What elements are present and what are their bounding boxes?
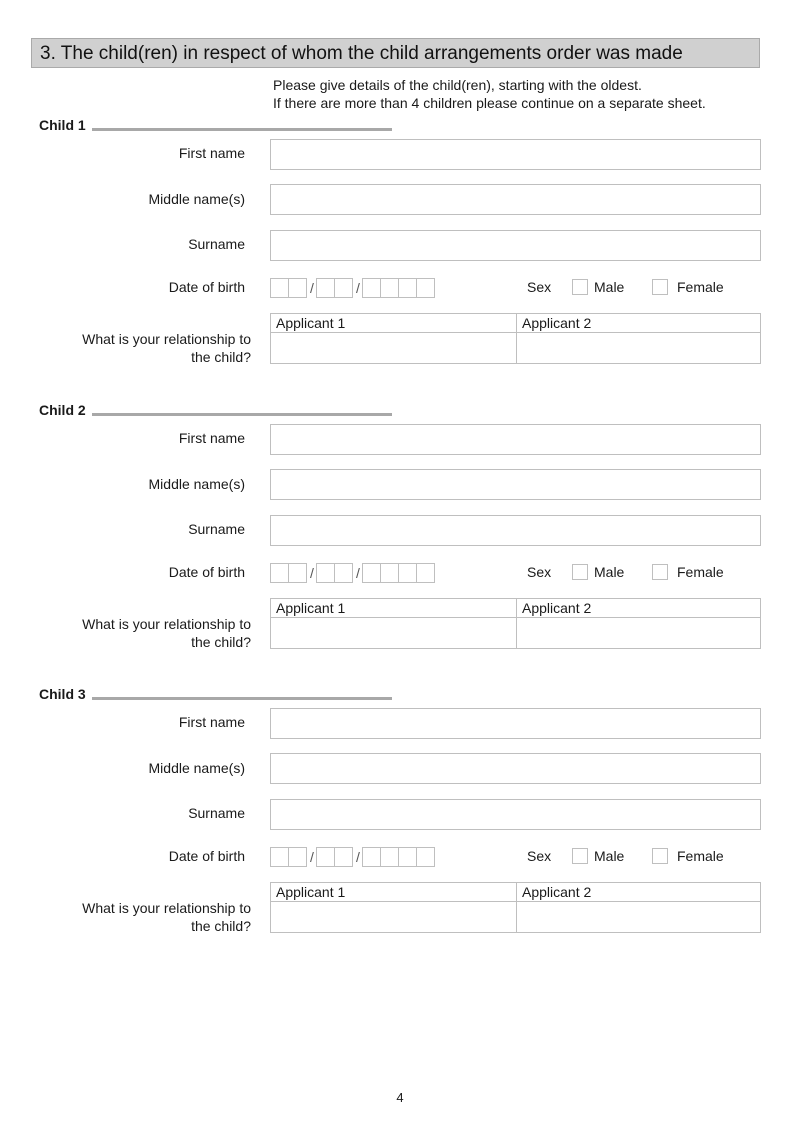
middle-names-label: Middle name(s) xyxy=(148,760,245,776)
applicant-2-relationship-field[interactable] xyxy=(517,618,760,648)
dob-label: Date of birth xyxy=(168,848,245,864)
dob-separator: / xyxy=(356,280,360,296)
relationship-label-line-1: What is your relationship to xyxy=(82,616,251,632)
dob-separator: / xyxy=(356,565,360,581)
child-title: Child 1 xyxy=(39,117,86,133)
relationship-label-line-2: the child? xyxy=(191,918,251,934)
surname-field[interactable] xyxy=(270,515,761,546)
female-checkbox[interactable] xyxy=(652,279,668,295)
dob-month-digit-2[interactable] xyxy=(334,847,353,867)
dob-day-digit-2[interactable] xyxy=(288,278,307,298)
child-divider xyxy=(92,128,392,131)
relationship-label xyxy=(82,615,251,651)
child-block-2 xyxy=(0,402,800,692)
child-divider xyxy=(92,413,392,416)
dob-day-digit-2[interactable] xyxy=(288,563,307,583)
applicant-1-relationship-field[interactable] xyxy=(271,902,516,932)
applicant-2-relationship-field[interactable] xyxy=(517,902,760,932)
first-name-label: First name xyxy=(178,145,245,161)
first-name-field[interactable] xyxy=(270,708,761,739)
female-label: Female xyxy=(677,848,724,864)
surname-label: Surname xyxy=(188,236,245,252)
dob-year-digit-4[interactable] xyxy=(416,278,435,298)
sex-label: Sex xyxy=(527,848,552,864)
female-checkbox[interactable] xyxy=(652,564,668,580)
relationship-label-line-2: the child? xyxy=(191,634,251,650)
dob-month-digit-1[interactable] xyxy=(316,847,335,867)
surname-field[interactable] xyxy=(270,799,761,830)
relationship-label-line-1: What is your relationship to xyxy=(82,900,251,916)
child-title: Child 3 xyxy=(39,686,86,702)
child-block-3 xyxy=(0,686,800,976)
dob-year-digit-2[interactable] xyxy=(380,563,399,583)
female-label: Female xyxy=(677,279,724,295)
applicant-2-header: Applicant 2 xyxy=(522,600,592,616)
dob-year-digit-3[interactable] xyxy=(398,278,417,298)
dob-year-digit-1[interactable] xyxy=(362,847,381,867)
surname-label: Surname xyxy=(188,521,245,537)
male-checkbox[interactable] xyxy=(572,564,588,580)
intro-line-2: If there are more than 4 children please continue on a separate sheet. xyxy=(273,95,706,111)
dob-month-digit-2[interactable] xyxy=(334,563,353,583)
surname-label: Surname xyxy=(188,805,245,821)
section-title: 3. The child(ren) in respect of whom the child arrangements order was made xyxy=(31,38,760,68)
relationship-label xyxy=(82,899,251,935)
dob-year-digit-2[interactable] xyxy=(380,278,399,298)
child-divider xyxy=(92,697,392,700)
male-checkbox[interactable] xyxy=(572,848,588,864)
dob-label: Date of birth xyxy=(168,279,245,295)
applicant-1-relationship-field[interactable] xyxy=(271,618,516,648)
dob-day-digit-1[interactable] xyxy=(270,563,289,583)
dob-month-digit-1[interactable] xyxy=(316,563,335,583)
first-name-field[interactable] xyxy=(270,424,761,455)
male-label: Male xyxy=(594,564,625,580)
dob-year-digit-1[interactable] xyxy=(362,278,381,298)
relationship-label-line-2: the child? xyxy=(191,349,251,365)
male-checkbox[interactable] xyxy=(572,279,588,295)
middle-names-field[interactable] xyxy=(270,469,761,500)
male-label: Male xyxy=(594,848,625,864)
dob-day-digit-1[interactable] xyxy=(270,847,289,867)
relationship-table xyxy=(270,882,761,933)
first-name-field[interactable] xyxy=(270,139,761,170)
applicant-1-header: Applicant 1 xyxy=(276,884,346,900)
dob-month-digit-1[interactable] xyxy=(316,278,335,298)
sex-label: Sex xyxy=(527,564,552,580)
dob-separator: / xyxy=(310,849,314,865)
child-title: Child 2 xyxy=(39,402,86,418)
applicant-2-header: Applicant 2 xyxy=(522,884,592,900)
relationship-label-line-1: What is your relationship to xyxy=(82,331,251,347)
relationship-table xyxy=(270,598,761,649)
middle-names-field[interactable] xyxy=(270,753,761,784)
child-block-1 xyxy=(0,117,800,407)
dob-day-digit-1[interactable] xyxy=(270,278,289,298)
dob-year-digit-3[interactable] xyxy=(398,563,417,583)
first-name-label: First name xyxy=(178,714,245,730)
dob-year-digit-4[interactable] xyxy=(416,847,435,867)
dob-separator: / xyxy=(310,565,314,581)
middle-names-label: Middle name(s) xyxy=(148,191,245,207)
applicant-2-relationship-field[interactable] xyxy=(517,333,760,363)
applicant-1-header: Applicant 1 xyxy=(276,600,346,616)
dob-separator: / xyxy=(310,280,314,296)
sex-label: Sex xyxy=(527,279,552,295)
intro-line-1: Please give details of the child(ren), starting with the oldest. xyxy=(273,77,642,93)
applicant-2-header: Applicant 2 xyxy=(522,315,592,331)
female-label: Female xyxy=(677,564,724,580)
dob-year-digit-4[interactable] xyxy=(416,563,435,583)
middle-names-label: Middle name(s) xyxy=(148,476,245,492)
surname-field[interactable] xyxy=(270,230,761,261)
dob-label: Date of birth xyxy=(168,564,245,580)
dob-year-digit-3[interactable] xyxy=(398,847,417,867)
dob-separator: / xyxy=(356,849,360,865)
female-checkbox[interactable] xyxy=(652,848,668,864)
applicant-1-header: Applicant 1 xyxy=(276,315,346,331)
dob-month-digit-2[interactable] xyxy=(334,278,353,298)
first-name-label: First name xyxy=(178,430,245,446)
dob-year-digit-1[interactable] xyxy=(362,563,381,583)
middle-names-field[interactable] xyxy=(270,184,761,215)
dob-day-digit-2[interactable] xyxy=(288,847,307,867)
male-label: Male xyxy=(594,279,625,295)
relationship-table xyxy=(270,313,761,364)
page-number: 4 xyxy=(396,1090,404,1105)
dob-year-digit-2[interactable] xyxy=(380,847,399,867)
applicant-1-relationship-field[interactable] xyxy=(271,333,516,363)
relationship-label xyxy=(82,330,251,366)
